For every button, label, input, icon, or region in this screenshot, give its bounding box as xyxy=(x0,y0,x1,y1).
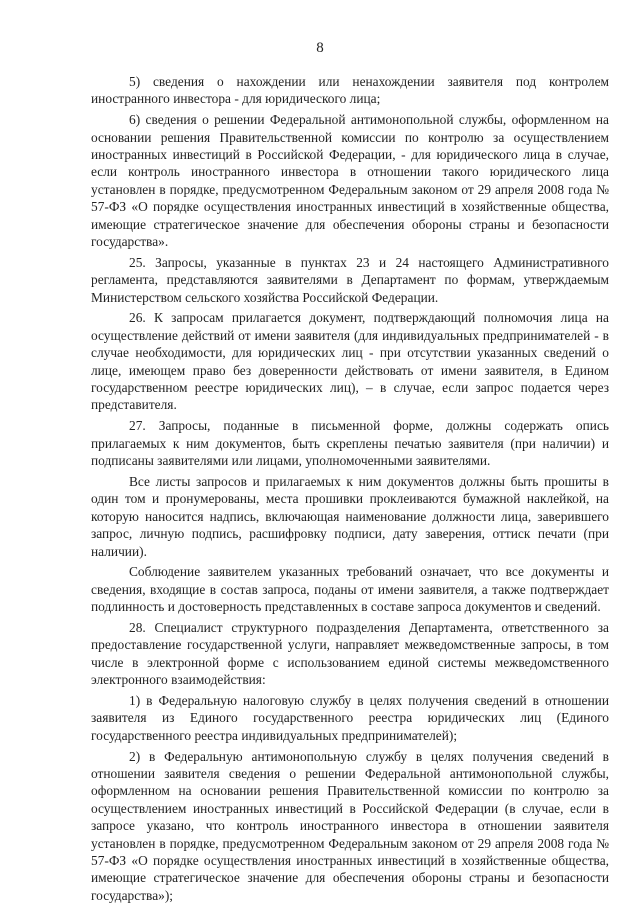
paragraph: 2) в Федеральную антимонопольную службу в целях получения сведений в отношении заявителя сведения о решении Федеральной антимонопольной службы, оформленном на основании решения Правительственной комиссии по контролю за осуществлением иностранных инвестиций в Российской Федерации (в случае, если в запросе указано, что контроль иностранного инвестора в отношении заявителя установлен в порядке, предусмотренном Федеральным законом от 29 апреля 2008 года № 57-ФЗ «О порядке осуществления иностранных инвестиций в хозяйственные общества, имеющие стратегическое значение для обеспечения обороны страны и безопасности государства»); xyxy=(91,748,609,903)
paragraph: 25. Запросы, указанные в пунктах 23 и 24 настоящего Административного регламента, представляются заявителями в Департамент по формам, утверждаемым Министерством сельского хозяйства Российской Федерации. xyxy=(91,254,609,305)
paragraph: 6) сведения о решении Федеральной антимонопольной службы, оформленном на основании решения Правительственной комиссии по контролю за осуществлением иностранных инвестиций в Российской Федерации, - для юридического лица в случае, если контроль иностранного инвестора в отношении такого юридического лица установлен в порядке, предусмотренном Федеральным законом от 29 апреля 2008 года № 57-ФЗ «О порядке осуществления иностранных инвестиций в хозяйственные общества, имеющие стратегическое значение для обеспечения обороны страны и безопасности государства». xyxy=(91,112,609,250)
page-number: 8 xyxy=(316,40,324,56)
paragraph: 28. Специалист структурного подразделения Департамента, ответственного за предоставление государственной услуги, направляет межведомственные запросы, в том числе в электронной форме с использованием единой системы межведомственного электронного взаимодействия: xyxy=(91,619,609,688)
paragraph: Все листы запросов и прилагаемых к ним документов должны быть прошиты в один том и пронумерованы, места прошивки проклеиваются бумажной наклейкой, на которую наносится надпись, включающая наименование должности лица, заверившего запрос, личную подпись, расшифровку подписи, дату заверения, оттиск печати (при наличии). xyxy=(91,473,609,559)
paragraph: 26. К запросам прилагается документ, подтверждающий полномочия лица на осуществление действий от имени заявителя (для индивидуальных предпринимателей - в случае необходимости, для юридических лиц - при отсутствии указанных сведений о лице, имеющем право без доверенности действовать от имени заявителя, в Едином государственном реестре юридических лиц), – в случае, если запрос подается через представителя. xyxy=(91,310,609,413)
paragraph: 27. Запросы, поданные в письменной форме, должны содержать опись прилагаемых к ним документов, быть скреплены печатью заявителя (при наличии) и подписаны заявителями или лицами, уполномоченными заявителями. xyxy=(91,418,609,469)
document-body xyxy=(91,73,609,908)
paragraph: Соблюдение заявителем указанных требований означает, что все документы и сведения, входящие в состав запроса, поданы от имени заявителя, а также подтверждает подлинность и достоверность представленных в составе запроса документов и сведений. xyxy=(91,564,609,615)
paragraph: 1) в Федеральную налоговую службу в целях получения сведений в отношении заявителя из Единого государственного реестра юридических лиц (Единого государственного реестра индивидуальных предпринимателей); xyxy=(91,692,609,743)
paragraph: 5) сведения о нахождении или ненахождении заявителя под контролем иностранного инвестора - для юридического лица; xyxy=(91,74,609,107)
